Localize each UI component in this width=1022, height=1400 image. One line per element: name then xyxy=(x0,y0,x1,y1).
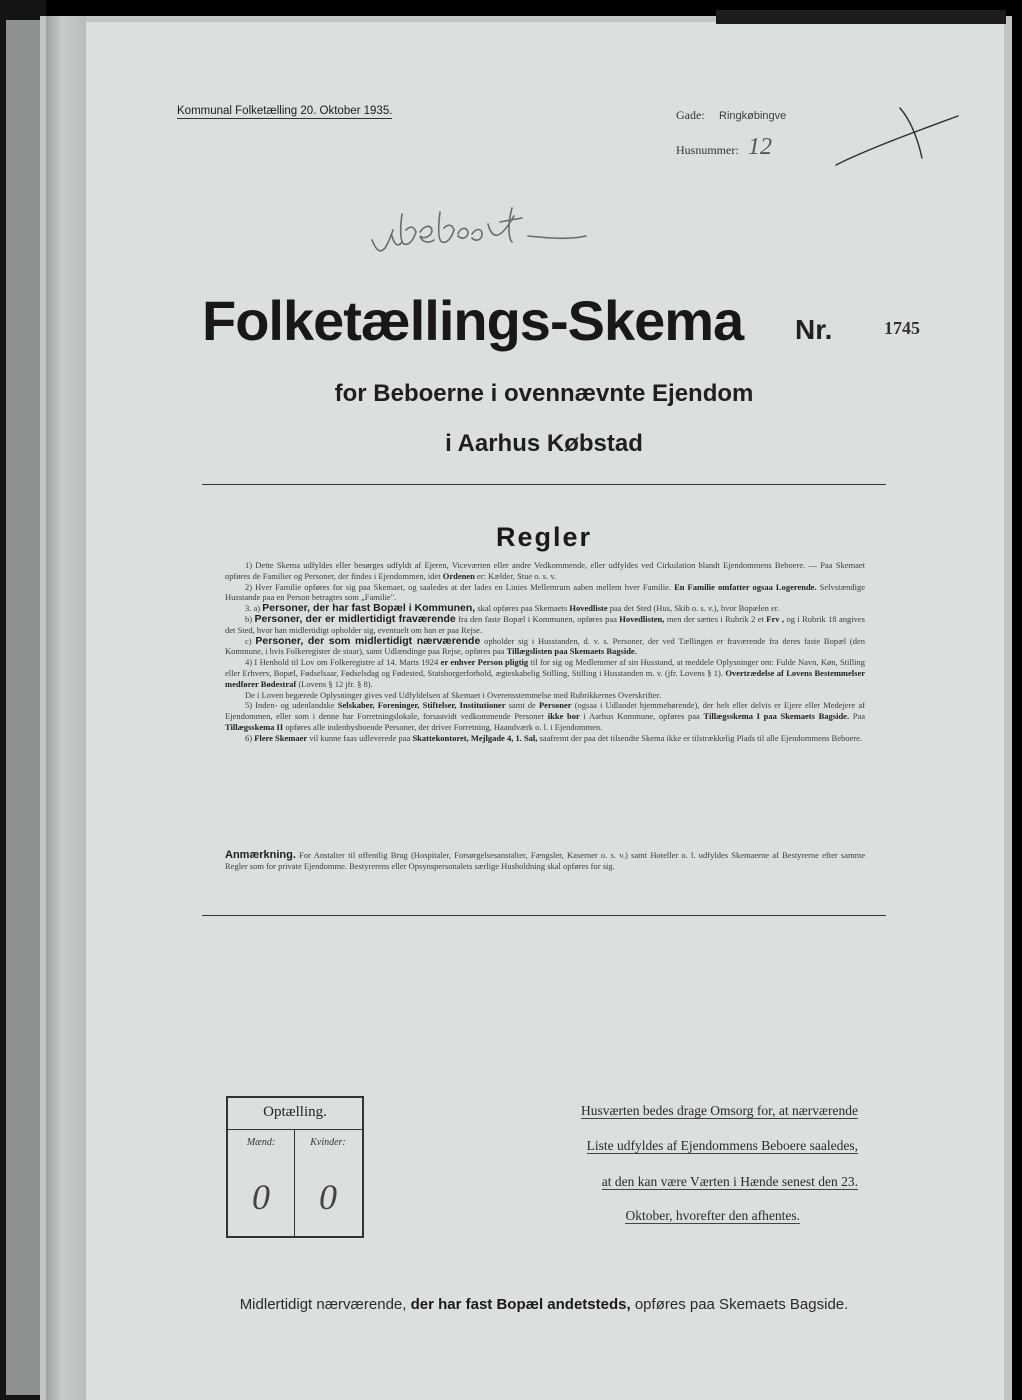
maend-label: Mænd: xyxy=(246,1137,276,1148)
form-number-stamp: 1745 xyxy=(884,318,920,338)
form-title: Folketællings-Skema xyxy=(202,289,744,352)
rule-4-note: De i Loven begærede Oplysninger gives ved Udfyldelsen af Skemaet i Overensstemmelse med Rubrikkernes Overskrifter. xyxy=(245,689,662,700)
rule-3a: 3. a) Personer, der har fast Bopæl i Kommunen, skal opføres paa Skemaets Hovedliste paa det Sted (Hus, Skib o. s. v.), hvor Bopælen er. xyxy=(245,602,780,615)
subtitle-kobstad: i Aarhus Købstad xyxy=(445,430,643,457)
footer-instruction: Midlertidigt nærværende, der har fast Bopæl andetsteds, opføres paa Skemaets Bagside. xyxy=(239,1296,849,1313)
notice-line-4: Oktober, hvorefter den afhentes. xyxy=(625,1208,800,1223)
divider-top xyxy=(202,484,886,485)
anmaerkning-text: For Anstalter til offentlig Brug (Hospitaler, Forsørgelsesanstalter, Fængsler, Kaserner o. s. v.) samt Hoteller o. l. udfyldes Skemaerne af Bestyrerne efter samme Regler som for private Ejendomme. Bestyrerens eller Opsynspersonalets særlige Husholdning skal opføres for sig. xyxy=(225,850,865,871)
rule-2: 2) Hver Familie opføres for sig paa Skemaet, og saaledes at der lades en Linies Mellemrum aaben mellem hver Familie. En Familie omfatter ogsaa Logerende. Selvstændige Husstande paa en Person betragtes som „Familie". xyxy=(225,581,866,603)
scan-edge-top-right xyxy=(716,10,1006,24)
kvinder-count: 0 xyxy=(319,1177,337,1217)
anmaerkning-note xyxy=(225,850,865,872)
husnummer-value: 12 xyxy=(748,134,772,160)
binding-strip xyxy=(6,20,42,1395)
notice-line-2: Liste udfyldes af Ejendommens Beboere saaledes, xyxy=(586,1138,858,1153)
optaelling-box xyxy=(226,1096,364,1238)
rule-3b: b) Personer, der er midlertidigt fraværende fra den faste Bopæl i Kommunen, opføres paa Hovedlisten, men der sættes i Rubrik 2 et Frv , og i Rubrik 18 angives det Sted, hvor han midlertidigt opholder sig, eventuelt om han er paa Rejse. xyxy=(225,612,865,635)
notice-line-1: Husværten bedes drage Omsorg for, at nærværende xyxy=(580,1103,858,1118)
rules-text xyxy=(225,560,865,744)
page-spine xyxy=(46,16,86,1400)
census-heading: Kommunal Folketælling 20. Oktober 1935. xyxy=(177,105,393,117)
rule-5: 5) Inden- og udenlandske Selskaber, Foreninger, Stiftelser, Institutioner samt de Personer (ogsaa i Udlandet hjemmehørende), der helt eller delvis er Ejere eller Medejere af Ejendommen, eller som i denne har Forretningslokale, forsaavidt vedkommende Personer ikke bor i Aarhus Kommune, opføres paa Tillægsskema I paa Skemaets Bagside. Paa Tillægsskema II opføres alle indenbysboende Personer, der driver Forretning, Haandværk o. l. i Ejendommen. xyxy=(225,700,866,732)
regler-heading: Regler xyxy=(495,522,593,552)
optaelling-title: Optælling. xyxy=(263,1104,327,1120)
husnummer-label: Husnummer: xyxy=(676,143,739,157)
rule-6: 6) Flere Skemaer vil kunne faas udleverede paa Skattekontoret, Mejlgade 4, 1. Sal, saafremt der paa det tilsendte Skema ikke er tilstrækkelig Plads til alle Ejendommens Beboere. xyxy=(245,732,862,743)
rule-3c: c) Personer, der som midlertidigt nærværende opholder sig i Husstanden, d. v. s. Personer, der ved Tællingen er fraværende fra deres faste Bopæl (den Kommune, i hvis Folkeregister de staar), samt Udlændinge paa Rejse, opføres paa Tillægslisten paa Skemaets Bagside. xyxy=(225,634,866,657)
gade-label: Gade: xyxy=(676,108,705,122)
anmaerkning-heading: Anmærkning. xyxy=(225,849,296,861)
gade-value: Ringkøbingve xyxy=(719,110,787,122)
rule-4: 4) I Henhold til Lov om Folkeregistre af 14. Marts 1924 er enhver Person pligtig til for sig og Medlemmer af sin Husstand, at meddele Oplysninger om: Fulde Navn, Køn, Stilling eller Erhverv, Bopæl, Fødselsaar, Fødselsdag og Fødested, Statsborgerforhold, ægteskabelig Stilling, Stilling i Husstanden m. v. (jfr. Lovens § 1). Overtrædelse af Lovens Bestemmelser medfører Bødestraf (Lovens § 12 jfr. § 8). xyxy=(225,657,866,689)
divider-bottom xyxy=(202,915,886,916)
notice-line-3: at den kan være Værten i Hænde senest den 23. xyxy=(601,1174,858,1189)
kvinder-label: Kvinder: xyxy=(310,1137,346,1148)
maend-count: 0 xyxy=(252,1177,270,1217)
optaelling-header-line xyxy=(228,1129,362,1130)
rule-1: 1) Dette Skema udfyldes eller besørges udfyldt af Ejeren, Viceværten eller andre Vedkommende, eller udfyldes ved Cirkulation blandt Ejendommens Beboere. — Paa Skemaet opføres de Familier og Personer, der findes i Ejendommen, idet Ordenen er: Kælder, Stue o. s. v. xyxy=(225,560,865,581)
subtitle-beboerne: for Beboerne i ovennævnte Ejendom xyxy=(334,380,754,407)
form-number-label: Nr. xyxy=(795,314,833,345)
